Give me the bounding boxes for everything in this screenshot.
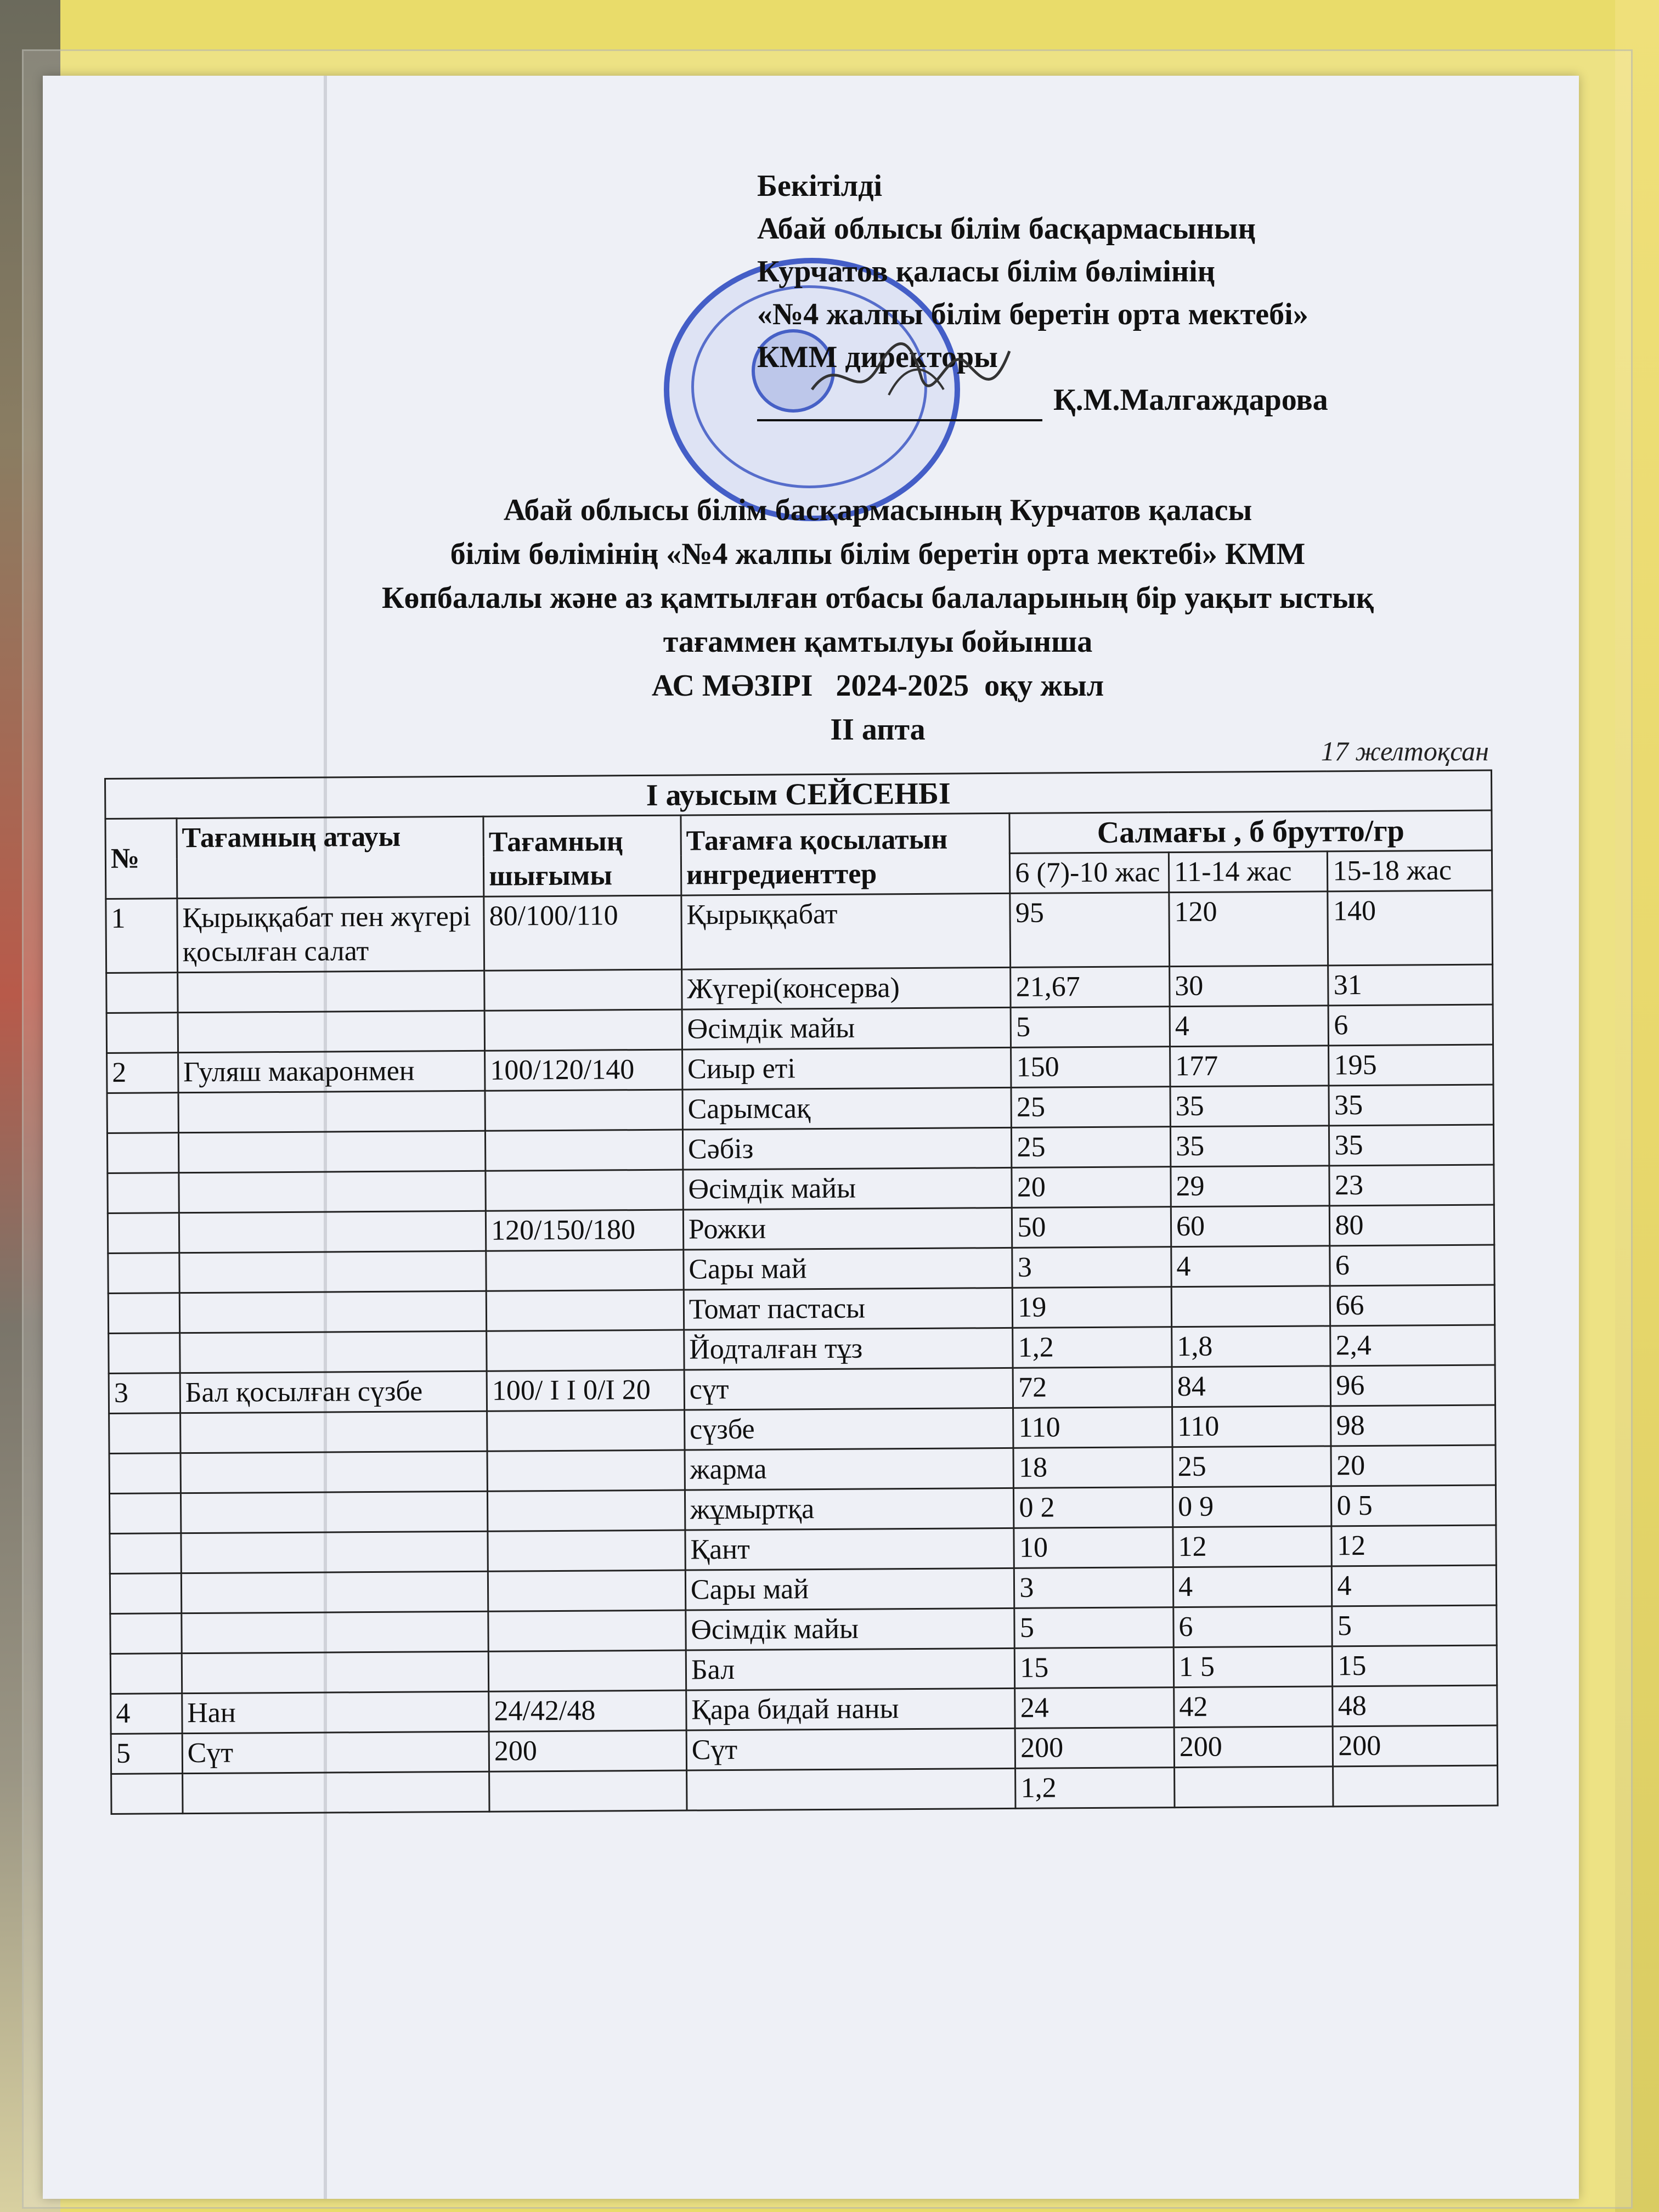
cell-age-15-18: 6 (1329, 1005, 1493, 1046)
cell-yield: 24/42/48 (489, 1690, 686, 1731)
menu-table-body (106, 890, 1498, 1814)
cell-age-6-10: 1,2 (1013, 1327, 1172, 1368)
cell-dish (180, 1331, 487, 1373)
col-header-age-11-14: 11-14 жас (1169, 851, 1328, 893)
cell-dish (178, 1131, 486, 1172)
cell-age-11-14: 110 (1172, 1406, 1331, 1447)
cell-ingredient: Йодталған тұз (684, 1328, 1013, 1370)
cell-age-6-10: 1,2 (1015, 1768, 1175, 1809)
cell-dish (177, 970, 484, 1012)
cell-num: 4 (111, 1694, 182, 1734)
cell-age-6-10: 24 (1015, 1688, 1174, 1729)
cell-age-6-10: 21,67 (1011, 967, 1170, 1008)
cell-age-11-14: 0 9 (1172, 1486, 1331, 1527)
cell-dish (179, 1211, 486, 1252)
cell-age-15-18: 66 (1330, 1285, 1495, 1326)
col-header-ingredients: Тағамға қосылатын ингредиенттер (681, 813, 1010, 895)
cell-ingredient: Сәбіз (682, 1127, 1012, 1170)
cell-yield (487, 1410, 685, 1451)
cell-age-11-14: 60 (1171, 1206, 1330, 1247)
cell-age-15-18: 195 (1329, 1045, 1493, 1086)
cell-ingredient: Сары май (685, 1568, 1014, 1610)
cell-age-15-18: 31 (1328, 964, 1493, 1006)
cell-age-6-10: 0 2 (1014, 1487, 1173, 1528)
cell-num (110, 1533, 181, 1574)
cell-age-11-14: 1 5 (1173, 1646, 1333, 1688)
cell-num (109, 1493, 180, 1534)
col-header-weight: Салмағы , б брутто/гр (1009, 810, 1492, 853)
cell-ingredient: Сиыр еті (682, 1047, 1011, 1090)
cell-age-6-10: 5 (1014, 1607, 1173, 1649)
cell-age-6-10: 95 (1010, 893, 1169, 968)
cell-age-15-18: 80 (1330, 1205, 1494, 1246)
cell-ingredient: Өсімдік майы (686, 1608, 1015, 1650)
cell-age-15-18: 96 (1331, 1365, 1496, 1406)
cell-age-6-10: 200 (1015, 1728, 1174, 1769)
document-heading (165, 488, 1591, 752)
cell-age-11-14: 84 (1172, 1366, 1331, 1407)
cell-num (108, 1173, 179, 1214)
cell-age-15-18: 23 (1329, 1165, 1494, 1206)
cell-yield (489, 1770, 687, 1812)
cell-dish (178, 1011, 485, 1052)
cell-dish (179, 1171, 486, 1212)
cell-dish (182, 1771, 489, 1813)
cell-dish (181, 1531, 488, 1573)
cell-ingredient: жарма (685, 1448, 1014, 1490)
cell-age-11-14: 200 (1174, 1726, 1333, 1768)
approval-line: Бекітілді (757, 169, 883, 203)
cell-age-15-18: 12 (1331, 1525, 1496, 1566)
cell-age-6-10: 15 (1015, 1647, 1174, 1689)
cell-yield (488, 1490, 685, 1531)
cell-yield (486, 1170, 683, 1211)
cell-yield: 100/120/140 (485, 1049, 682, 1091)
cell-age-6-10: 20 (1012, 1167, 1171, 1208)
cell-age-11-14 (1171, 1286, 1330, 1327)
cell-num (109, 1453, 180, 1494)
cell-age-11-14: 25 (1172, 1446, 1331, 1487)
cell-yield (488, 1530, 685, 1571)
cell-dish (178, 1091, 486, 1132)
cell-dish: Қырыққабат пен жүгері қосылған салат (177, 896, 484, 972)
cell-age-11-14: 30 (1170, 966, 1329, 1007)
cell-num (111, 1774, 183, 1814)
cell-yield (487, 1450, 685, 1491)
col-header-dish: Тағамның атауы (177, 816, 484, 898)
cell-age-15-18: 0 5 (1331, 1485, 1496, 1526)
cell-yield (486, 1250, 684, 1291)
cell-yield: 120/150/180 (486, 1210, 683, 1251)
cell-ingredient: сүзбе (684, 1408, 1013, 1450)
cell-num: 2 (107, 1053, 178, 1093)
cell-yield (486, 1130, 683, 1171)
cell-age-15-18: 4 (1332, 1565, 1497, 1606)
cell-dish: Нан (182, 1691, 489, 1733)
cell-num: 1 (106, 899, 178, 973)
heading-line: Абай облысы білім басқармасының Курчатов қаласы (503, 493, 1252, 527)
table-row (106, 890, 1493, 973)
cell-ingredient: Рожки (683, 1207, 1012, 1250)
cell-dish: Гуляш макаронмен (178, 1051, 485, 1092)
cell-ingredient: Сарымсақ (682, 1087, 1012, 1130)
cell-num: 5 (111, 1734, 182, 1774)
cell-num (108, 1253, 179, 1294)
col-header-age-6-10: 6 (7)-10 жас (1010, 853, 1169, 894)
shift-header: І ауысым СЕЙСЕНБІ (105, 770, 1492, 819)
cell-dish: Сүт (182, 1731, 489, 1773)
approval-line: Курчатов қаласы білім бөлімінің (757, 255, 1215, 289)
cell-age-6-10: 10 (1014, 1527, 1173, 1568)
cell-age-15-18: 2,4 (1330, 1325, 1495, 1366)
cell-age-11-14: 4 (1170, 1006, 1329, 1047)
cell-yield (484, 1009, 682, 1051)
cell-yield: 200 (489, 1730, 686, 1771)
cell-age-11-14: 29 (1171, 1166, 1330, 1207)
approval-line: КММ директоры (757, 340, 998, 374)
cell-ingredient: жұмыртқа (685, 1488, 1014, 1530)
cell-num (110, 1573, 181, 1614)
cell-yield (485, 1090, 682, 1131)
cell-dish (181, 1571, 488, 1613)
cell-ingredient: Сүт (686, 1728, 1015, 1770)
cell-age-11-14: 177 (1170, 1046, 1329, 1087)
cell-age-11-14: 4 (1173, 1566, 1332, 1607)
cell-dish (180, 1411, 487, 1453)
cell-age-6-10: 110 (1013, 1407, 1172, 1448)
cell-age-11-14: 42 (1174, 1686, 1333, 1728)
cell-age-11-14: 6 (1173, 1606, 1333, 1647)
cell-ingredient: Сары май (684, 1248, 1013, 1290)
cell-ingredient: сүт (684, 1368, 1013, 1410)
heading-line: білім бөлімінің «№4 жалпы білім беретін орта мектебі» КММ (450, 537, 1306, 571)
cell-num (110, 1613, 182, 1654)
cell-num (107, 1093, 178, 1133)
cell-ingredient: Қырыққабат (681, 893, 1011, 969)
cell-yield: 80/100/110 (484, 895, 682, 970)
cell-yield (486, 1290, 684, 1331)
cell-age-6-10: 3 (1014, 1567, 1173, 1609)
cell-age-15-18: 20 (1331, 1445, 1496, 1486)
cell-ingredient: Қара бидай наны (686, 1688, 1015, 1730)
table-row (111, 1765, 1498, 1814)
cell-age-11-14: 35 (1170, 1086, 1329, 1127)
cell-age-15-18: 98 (1331, 1405, 1496, 1446)
cell-age-6-10: 72 (1013, 1367, 1172, 1408)
cell-age-11-14: 4 (1171, 1246, 1330, 1287)
cell-ingredient: Томат пастасы (684, 1288, 1013, 1330)
cell-yield (488, 1570, 685, 1611)
heading-line: II апта (830, 713, 926, 747)
cell-age-15-18: 35 (1329, 1085, 1493, 1126)
col-header-num: № (105, 819, 177, 899)
cell-num (106, 973, 178, 1013)
col-header-yield: Тағамның шығымы (483, 815, 681, 896)
menu-date: 17 желтоқсан (1321, 736, 1489, 766)
cell-age-15-18: 140 (1328, 890, 1492, 966)
cell-dish (179, 1291, 487, 1333)
cell-age-11-14: 12 (1173, 1526, 1332, 1567)
cell-age-15-18: 48 (1333, 1685, 1497, 1726)
cell-ingredient: Қант (685, 1528, 1014, 1570)
cell-yield (484, 969, 682, 1011)
cell-ingredient: Жүгері(консерва) (682, 967, 1011, 1009)
cell-age-15-18: 5 (1332, 1605, 1497, 1646)
cell-num (109, 1333, 180, 1374)
heading-line: Көпбалалы және аз қамтылған отбасы балаларының бір уақыт ыстық (381, 581, 1374, 615)
cell-age-11-14 (1175, 1767, 1334, 1808)
cell-yield (488, 1610, 686, 1651)
cell-dish (180, 1491, 488, 1533)
cell-num (109, 1413, 180, 1454)
cell-dish (182, 1651, 489, 1693)
cell-ingredient: Өсімдік майы (682, 1007, 1011, 1049)
cell-dish: Бал қосылған сүзбе (180, 1371, 487, 1413)
cell-age-6-10: 50 (1012, 1207, 1171, 1248)
menu-table (104, 770, 1498, 1815)
cell-dish (179, 1251, 487, 1293)
cell-num (107, 1133, 178, 1173)
cell-age-6-10: 5 (1011, 1007, 1170, 1048)
cell-ingredient: Өсімдік майы (683, 1167, 1012, 1210)
cell-age-11-14: 1,8 (1172, 1326, 1331, 1367)
heading-line: АС МӘЗІРІ 2024-2025 оқу жыл (651, 669, 1104, 703)
handwritten-signature (806, 329, 1015, 411)
cell-age-15-18: 35 (1329, 1125, 1494, 1166)
cell-age-6-10: 25 (1011, 1087, 1170, 1128)
cell-age-15-18: 6 (1330, 1245, 1494, 1286)
cell-age-6-10: 19 (1013, 1287, 1172, 1328)
cell-age-6-10: 25 (1012, 1127, 1171, 1168)
cell-num (108, 1213, 179, 1254)
cell-yield (487, 1330, 684, 1371)
heading-line: тағаммен қамтылуы бойынша (663, 625, 1093, 659)
cell-age-15-18: 200 (1333, 1725, 1498, 1767)
approval-line: Абай облысы білім басқармасының (757, 212, 1256, 246)
cell-age-11-14: 35 (1170, 1126, 1329, 1167)
cell-num (106, 1013, 178, 1053)
cell-num (108, 1293, 179, 1334)
signer-name: Қ.М.Малгаждарова (1053, 383, 1328, 417)
cell-num (110, 1654, 182, 1694)
cell-dish (180, 1451, 488, 1493)
col-header-age-15-18: 15-18 жас (1328, 850, 1492, 891)
cell-ingredient: Бал (686, 1648, 1015, 1690)
cell-yield: 100/ І І 0/І 20 (487, 1370, 684, 1411)
cell-num: 3 (109, 1373, 180, 1414)
cell-age-6-10: 150 (1011, 1047, 1170, 1088)
cell-yield (488, 1650, 686, 1691)
cell-age-15-18: 15 (1333, 1645, 1497, 1686)
cell-ingredient (686, 1768, 1015, 1810)
cell-age-6-10: 3 (1012, 1247, 1171, 1288)
cell-age-6-10: 18 (1013, 1447, 1172, 1488)
cell-dish (182, 1611, 489, 1653)
cell-age-11-14: 120 (1169, 891, 1328, 967)
cell-age-15-18 (1333, 1765, 1498, 1807)
approval-line: «№4 жалпы білім беретін орта мектебі» (757, 297, 1308, 331)
